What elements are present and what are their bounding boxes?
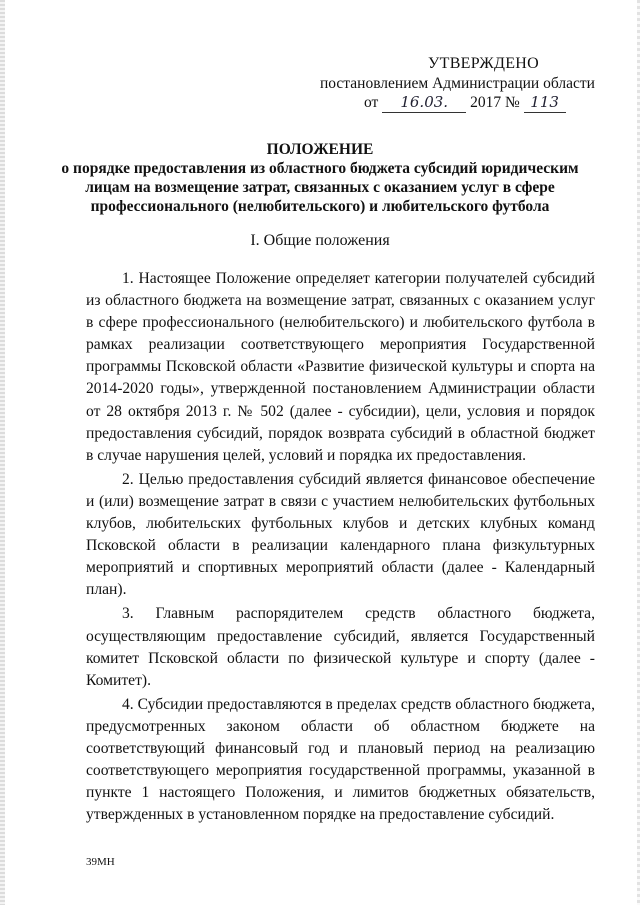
scan-edge-left [0, 0, 5, 905]
paragraph-1: 1. Настоящее Положение определяет категории получателей субсидий из областного бюджета на возмещение затрат, связанных с оказанием услуг в сфере профессионального (нелюбительского) и любительского футбола в рамках реализации соответствующего мероприятия Государственной программы Псковской области «Развитие физической культуры и спорта на 2014-2020 годы», утвержденной постановлением Администрации области от 28 октября 2013 г. № 502 (далее - субсидии), цели, условия и порядок предоставления субсидий, порядок возврата субсидий в областной бюджет в случае нарушения целей, условий и порядка их предоставления. [86, 270, 595, 464]
handwritten-date: 16.03. [382, 93, 466, 113]
handwritten-number: 113 [524, 93, 566, 113]
document-title-line-3: лицам на возмещение затрат, связанных с оказанием услуг в сфере [85, 179, 555, 196]
paragraph-2: 2. Целью предоставления субсидий является финансовое обеспечение и (или) возмещение затрат в связи с участием нелюбительских футбольных клубов, любительских футбольных клубов и детских клубных команд Псковской области в реализации календарного плана физкультурных мероприятий и спортивных мероприятий области (далее - Календарный план). [86, 470, 595, 599]
date-prefix: от [364, 94, 379, 111]
year-number-label: 2017 № [470, 94, 520, 111]
paragraph-4: 4. Субсидии предоставляются в пределах средств областного бюджета, предусмотренных законом области об областном бюджете на соответствующий финансовый год и плановый период на реализацию соответствующего мероприятия государственной программы, указанной в пункте 1 настоящего Положения, и лимитов бюджетных обязательств, утвержденных в установленном порядке на предоставление субсидий. [86, 695, 595, 824]
approval-subtitle: постановлением Администрации области [320, 75, 595, 92]
section-title: I. Общие положения [250, 232, 390, 249]
document-title [0, 140, 640, 216]
approval-title: УТВЕРЖДЕНО [428, 55, 540, 72]
document-title-line-2: о порядке предоставления из областного бюджета субсидий юридическим [61, 160, 579, 177]
document-body [86, 268, 595, 828]
page-code: 39МН [86, 856, 115, 868]
paragraph-3: 3. Главным распорядителем средств областного бюджета, осуществляющим предоставление субсидий, является Государственный комитет Псковской области по физической культуре и спорту (далее - Комитет). [86, 605, 595, 689]
document-title-line-4: профессионального (нелюбительского) и любительского футбола [90, 198, 550, 215]
approval-dateline [364, 93, 566, 113]
document-title-line-1: ПОЛОЖЕНИЕ [266, 141, 374, 158]
